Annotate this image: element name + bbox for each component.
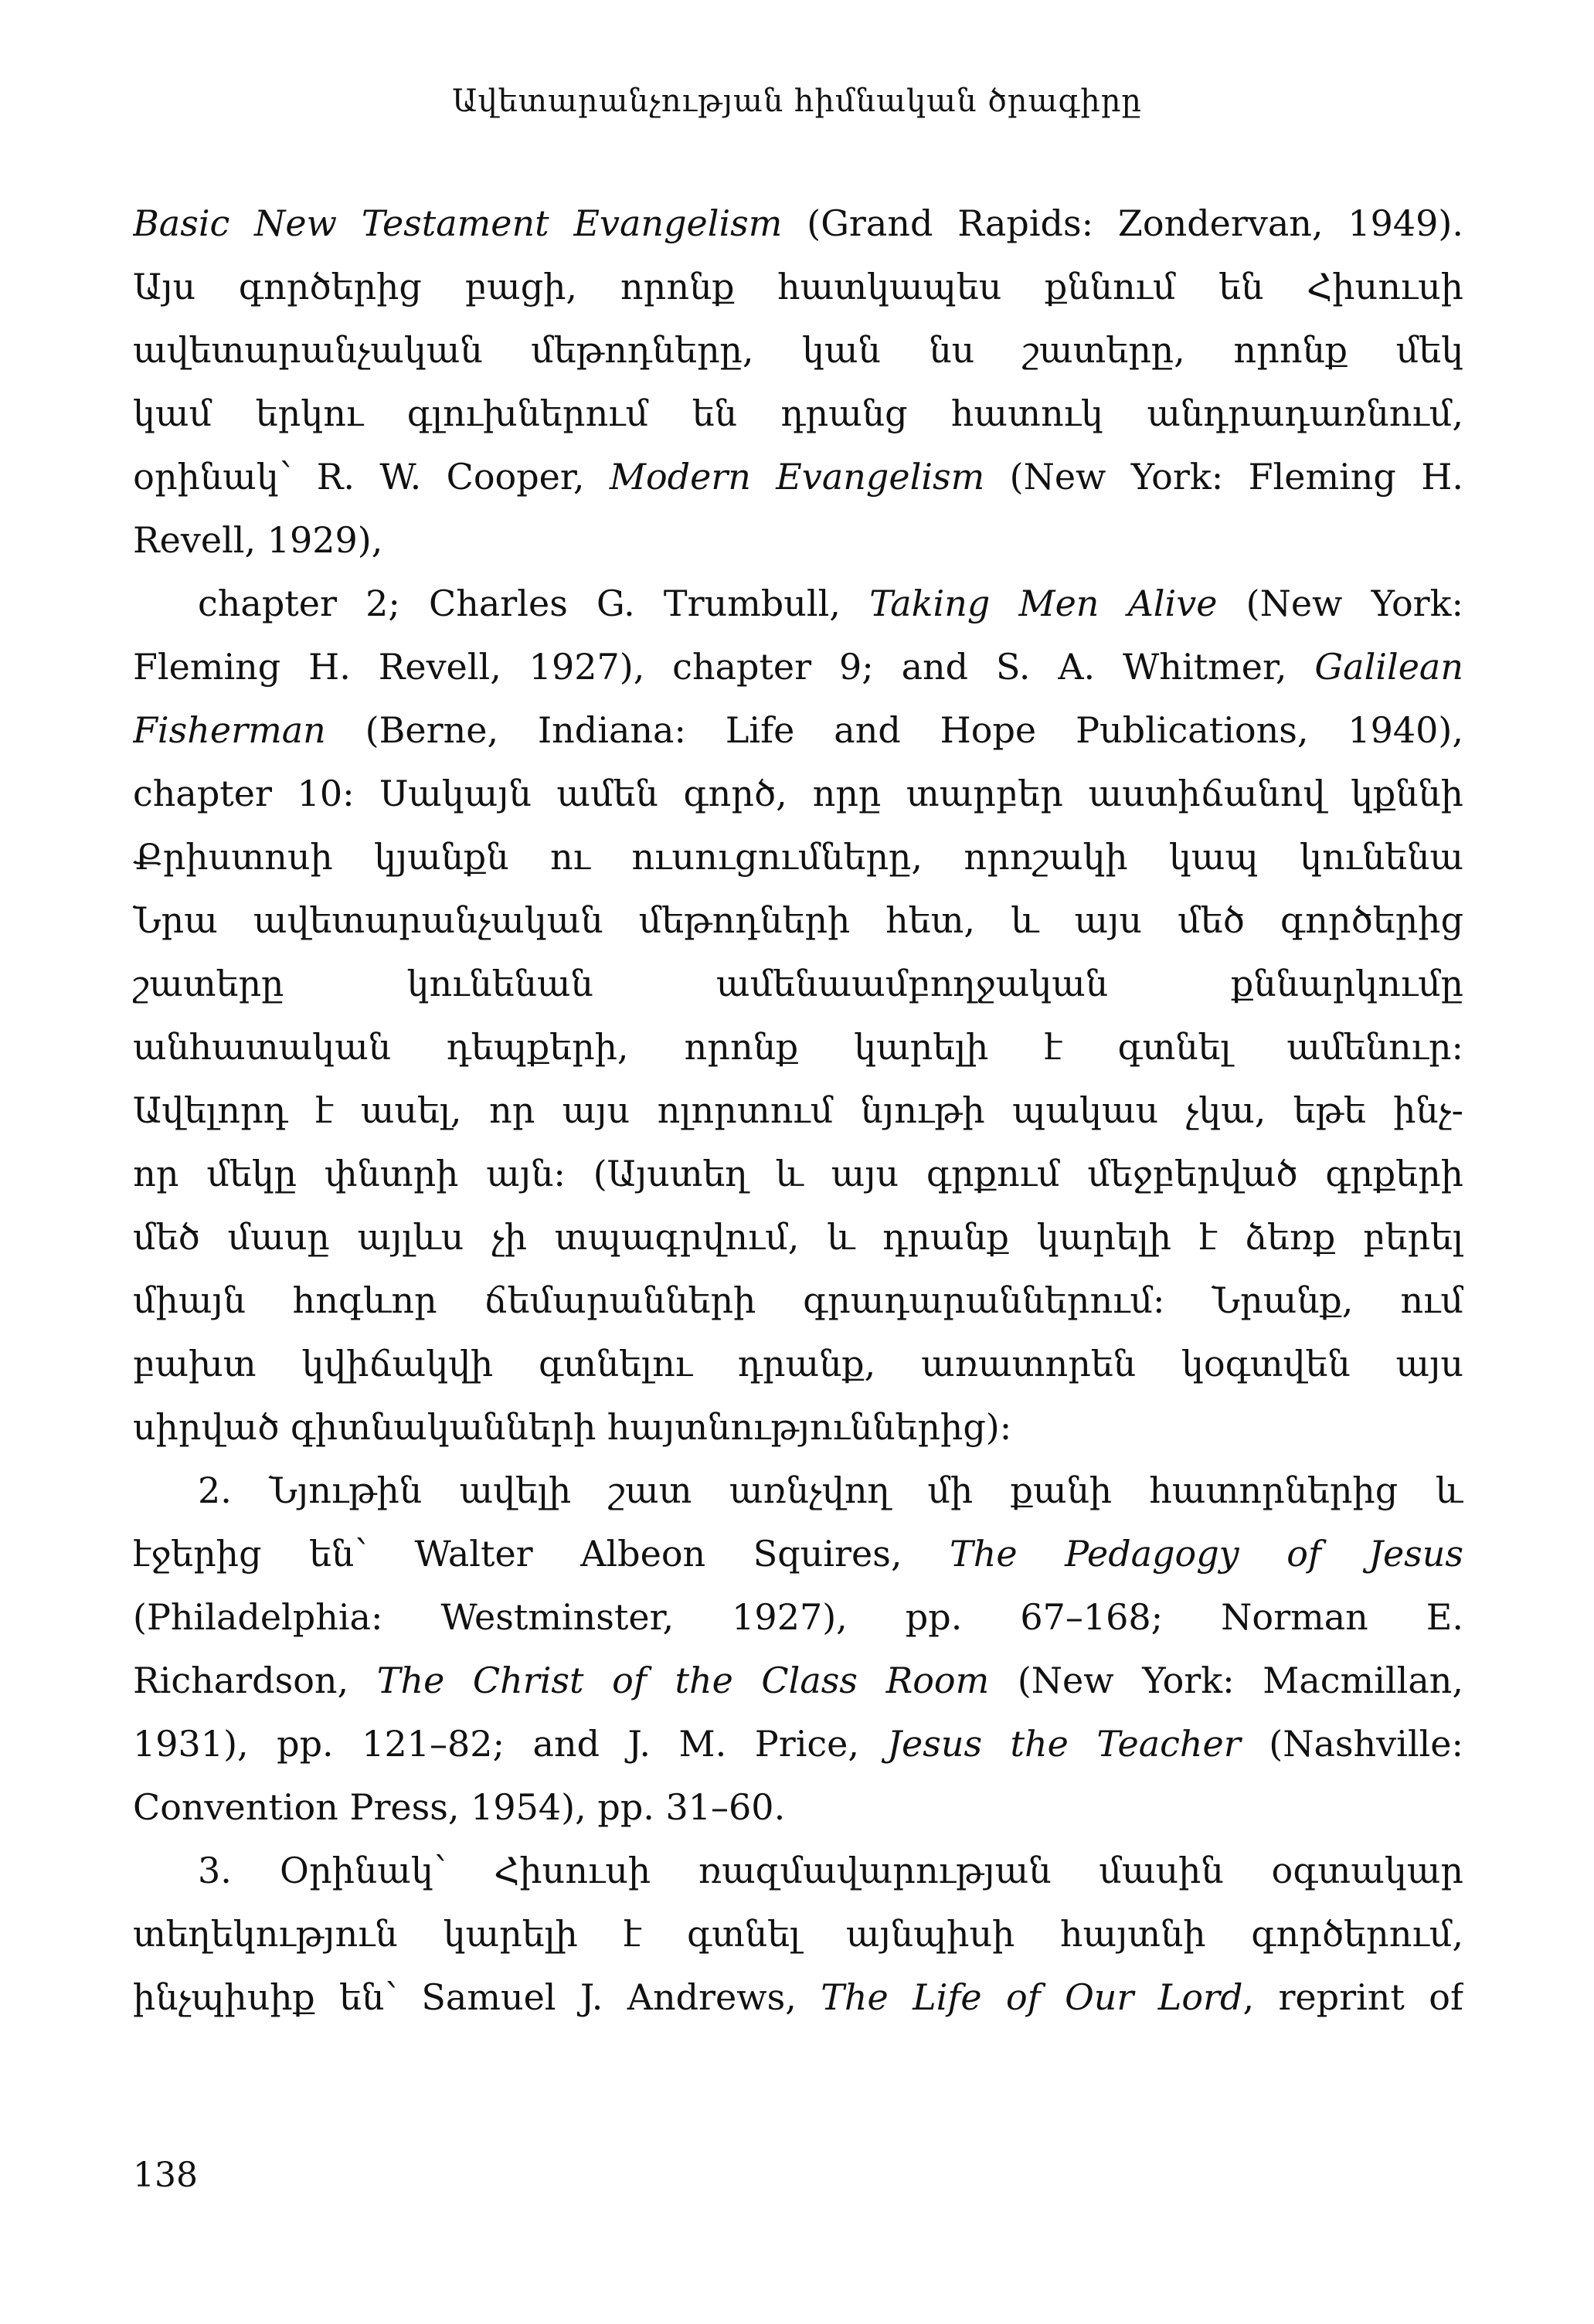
- text-segment: (Berne, Indiana: Life and Hope Publications, 1940),: [325, 709, 1463, 751]
- text-line: [133, 192, 1463, 255]
- text-segment: բախտ կվիճակվի գտնելու դրանք, առատորեն կօգտվեն այս: [133, 1343, 1463, 1385]
- text-segment: Fleming H. Revell, 1927), chapter 9; and S. A. Whitmer,: [133, 646, 1315, 688]
- text-segment: էջերից են՝ Walter Albeon Squires,: [133, 1533, 950, 1575]
- text-line: [133, 762, 1463, 825]
- text-line: [133, 1775, 1463, 1839]
- page-body: [133, 192, 1463, 2029]
- text-line: [133, 1079, 1463, 1142]
- italic-title-segment: The Life of Our Lord: [821, 1976, 1243, 2018]
- text-line: [133, 1522, 1463, 1585]
- text-line: [133, 1395, 1463, 1459]
- text-segment: 3. Օրինակ՝ Հիսուսի ռազմավարության մասին օգտակար: [198, 1850, 1463, 1891]
- page-number: 138: [133, 2156, 198, 2195]
- text-line: [133, 1269, 1463, 1332]
- text-line: [133, 825, 1463, 888]
- text-line: [133, 1205, 1463, 1269]
- text-segment: Convention Press, 1954), pp. 31–60.: [133, 1786, 786, 1828]
- text-line: [133, 888, 1463, 952]
- text-segment: շատերը կունենան ամենաամբողջական քննարկումը: [133, 963, 1463, 1004]
- text-segment: 2. Նյութին ավելի շատ առնչվող մի քանի հատորներից և: [198, 1469, 1463, 1511]
- text-segment: կամ երկու գլուխներում են դրանց հատուկ անդրադառնում,: [133, 392, 1463, 434]
- text-segment: միայն հոգևոր ճեմարանների գրադարաններում: Նրանք, ում: [133, 1279, 1463, 1321]
- text-segment: (Philadelphia: Westminster, 1927), pp. 67–168; Norman E.: [133, 1596, 1463, 1638]
- text-line: [133, 1459, 1463, 1522]
- text-segment: (New York:: [1217, 583, 1463, 624]
- text-segment: Ավելորդ է ասել, որ այս ոլորտում նյութի պակաս չկա, եթե ինչ-: [133, 1089, 1463, 1131]
- italic-title-segment: The Christ of the Class Room: [376, 1660, 990, 1701]
- text-segment: անհատական դեպքերի, որոնք կարելի է գտնել ամենուր:: [133, 1026, 1463, 1068]
- text-line: [133, 1585, 1463, 1649]
- italic-title-segment: Taking Men Alive: [869, 583, 1218, 624]
- text-line: [133, 1142, 1463, 1205]
- text-segment: ինչպիսիք են՝ Samuel J. Andrews,: [133, 1976, 821, 2018]
- text-segment: տեղեկություն կարելի է գտնել այնպիսի հայտնի գործերում,: [133, 1913, 1463, 1955]
- text-segment: (Grand Rapids: Zondervan, 1949).: [782, 202, 1463, 244]
- text-line: [133, 255, 1463, 318]
- italic-title-segment: Galilean: [1314, 646, 1463, 688]
- text-line: [133, 508, 1463, 572]
- running-head: Ավետարանչության հիմնական ծրագիրը: [452, 83, 1142, 119]
- italic-title-segment: Basic New Testament Evangelism: [133, 202, 783, 244]
- text-segment: Նրա ավետարանչական մեթոդների հետ, և այս մեծ գործերից: [133, 899, 1463, 941]
- text-segment: որ մեկը փնտրի այն: (Այստեղ և այս գրքում մեջբերված գրքերի: [133, 1153, 1463, 1194]
- text-segment: ավետարանչական մեթոդները, կան նս շատերը, որոնք մեկ: [133, 329, 1463, 371]
- text-segment: Քրիստոսի կյանքն ու ուսուցումները, որոշակի կապ կունենա: [133, 836, 1463, 878]
- text-segment: օրինակ՝ R. W. Cooper,: [133, 456, 610, 498]
- italic-title-segment: Jesus the Teacher: [887, 1723, 1241, 1765]
- italic-title-segment: Modern Evangelism: [609, 456, 985, 498]
- text-line: [133, 445, 1463, 508]
- text-line: [133, 1902, 1463, 1966]
- text-segment: Revell, 1929),: [133, 519, 383, 561]
- text-segment: մեծ մասը այլևս չի տպագրվում, և դրանք կարելի է ձեռք բերել: [133, 1216, 1463, 1258]
- text-line: [133, 1649, 1463, 1712]
- text-segment: chapter 2; Charles G. Trumbull,: [198, 583, 870, 624]
- text-segment: chapter 10: Սակայն ամեն գործ, որը տարբեր աստիճանով կքննի: [133, 773, 1463, 814]
- text-line: [133, 1839, 1463, 1902]
- text-segment: Այս գործերից բացի, որոնք հատկապես քննում են Հիսուսի: [133, 266, 1463, 307]
- text-line: [133, 318, 1463, 382]
- text-line: [133, 1966, 1463, 2029]
- italic-title-segment: The Pedagogy of Jesus: [950, 1533, 1463, 1575]
- text-segment: (Nashville:: [1240, 1723, 1463, 1765]
- text-line: [133, 698, 1463, 762]
- text-line: [133, 952, 1463, 1015]
- text-line: [133, 635, 1463, 698]
- text-segment: (New York: Fleming H.: [984, 456, 1463, 498]
- text-line: [133, 572, 1463, 635]
- text-segment: Richardson,: [133, 1660, 377, 1701]
- text-line: [133, 1015, 1463, 1079]
- text-segment: (New York: Macmillan,: [989, 1660, 1463, 1701]
- text-segment: 1931), pp. 121–82; and J. M. Price,: [133, 1723, 888, 1765]
- text-line: [133, 1332, 1463, 1395]
- text-segment: սիրված գիտնականների հայտնություններից):: [133, 1406, 1012, 1448]
- text-line: [133, 382, 1463, 445]
- italic-title-segment: Fisherman: [133, 709, 326, 751]
- text-line: [133, 1712, 1463, 1775]
- text-segment: , reprint of: [1242, 1976, 1463, 2018]
